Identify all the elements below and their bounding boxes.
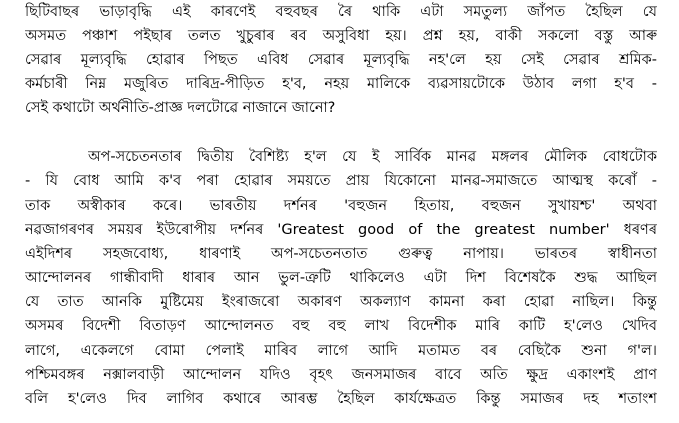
text-line: তাক অস্বীকাৰ কৰে। ভাৰতীয় দৰ্শনৰ 'বহুজন হিতায়, বহুজন সুখায়শ্চ' অথবা <box>25 198 657 214</box>
text-line: অপ-সচেতনতাৰ দ্বিতীয় বৈশিষ্ট্য হ'ল যে ই সাৰ্বিক মানৱ মঙ্গলৰ মৌলিক বোধটোক <box>88 149 657 165</box>
text-line: নৱজাগৰণৰ সময়ৰ ইউৰোপীয় দৰ্শনৰ 'Greatest good of the greatest number' ধৰণৰ <box>25 222 657 238</box>
text-line: যে তাত আনকি মুষ্টিমেয় ইংৰাজৰো অকাৰণ অকল্যাণ কামনা কৰা হোৱা নাছিল। কিন্তু <box>25 294 657 310</box>
text-line: অসমত পঞ্চাশ পইছাৰ তলত খুচুৰাৰ ৰব অসুবিধা হয়। প্ৰশ্ন হয়, বাকী সকলো বস্তু আৰু <box>25 28 657 44</box>
text-line: এইদিশৰ সহজবোধ্য, ধাৰণাই অপ-সচেতনতাত গুৰুত্ব নাপায়। ভাৰতৰ স্বাধীনতা <box>25 246 657 262</box>
text-line: সেৱাৰ মূল্যবৃদ্ধি হোৱাৰ পিছত এবিধ সেৱাৰ মূল্যবৃদ্ধি নহ'লে হয় সেই সেৱাৰ শ্ৰমিক- <box>25 52 657 68</box>
text-line: সেই কথাটো অৰ্থনীতি-প্ৰাজ্ঞ দলটোৱে নাজানে জানো? <box>25 100 336 116</box>
text-line: অসমৰ বিদেশী বিতাড়ণ আন্দোলনত বহু বহু লাখ বিদেশীক মাৰি কাটি হ'লেও খেদিব <box>25 318 657 334</box>
text-line: বলি হ'লেও দিব লাগিব কথাৰে আৰম্ভ হৈছিল কাৰ্যক্ষেত্ৰত কিন্তু সমাজৰ দহ শতাংশ <box>25 391 657 407</box>
text-line: লাগে, একেলগে বোমা পেলাই মাৰিব লাগে আদি মতামত বৰ বেছিকৈ শুনা গ'ল। <box>25 343 657 359</box>
text-line: আন্দোলনৰ গান্ধীবাদী ধাৰাৰ আন ভুল-ত্ৰুটি থাকিলেও এটা দিশ বিশেষকৈ শুদ্ধ আছিল <box>25 270 657 286</box>
text-line: ছিটিবাছৰ ভাড়াবৃদ্ধি এই কাৰণেই বহুবছৰ ৰৈ থাকি এটা সমতুল্য জাঁপত হৈছিল যে <box>25 4 657 20</box>
text-line: পশ্চিমবঙ্গৰ নক্সালবাড়ী আন্দোলন যদিও বৃহৎ জনসমাজৰ বাবে অতি ক্ষুদ্ৰ একাংশই প্ৰাণ <box>25 367 657 383</box>
text-line: কৰ্মচাৰী নিম্ন মজুৰিত দাৰিদ্ৰ-পীড়িত হ'ব, নহয় মালিকে ব্যৱসায়টোকে উঠাব লগা হ'ব - <box>25 76 657 92</box>
text-line: - যি বোধ আমি ক'ব পৰা হোৱাৰ সময়তে প্ৰায় যিকোনো মানৱ-সমাজতে আত্মস্থ কৰোঁ - <box>25 173 657 189</box>
